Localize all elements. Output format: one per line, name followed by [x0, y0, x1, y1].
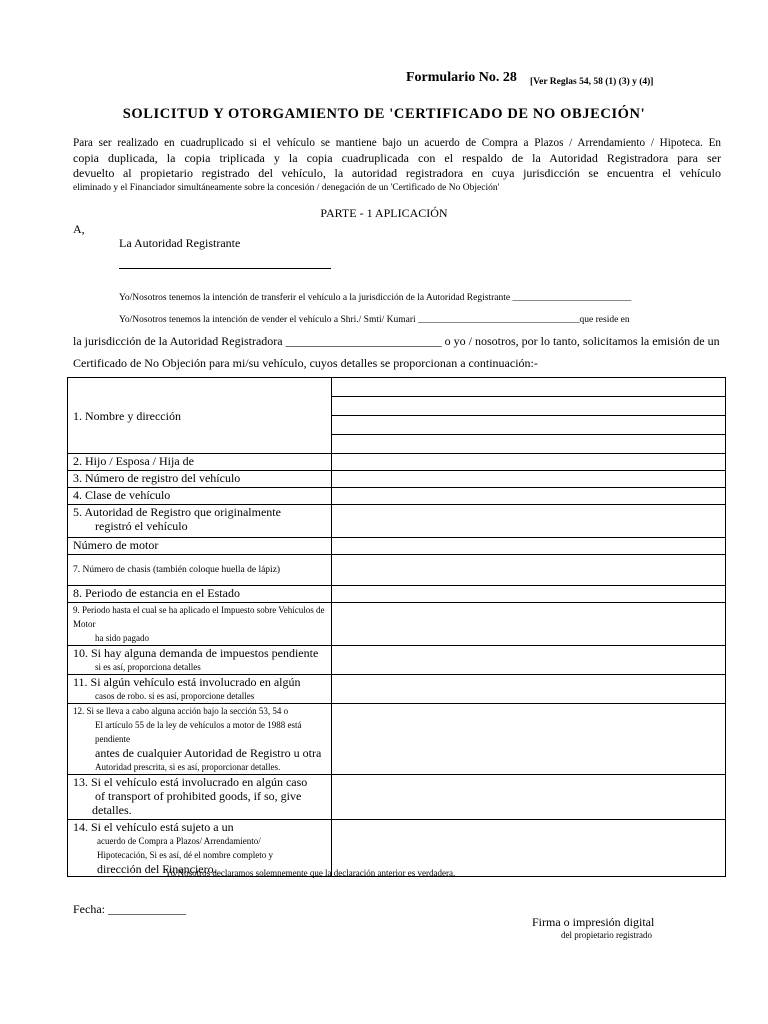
- pending-action-field[interactable]: [332, 704, 726, 775]
- pending-action-line-4: Autoridad prescrita, si es así, proporcionar detalles.: [95, 762, 281, 772]
- row-label-registration: 3. Número de registro del vehículo: [68, 471, 332, 488]
- table-row: [68, 603, 726, 646]
- registration-field[interactable]: [332, 471, 726, 488]
- table-row: [68, 704, 726, 775]
- table-row: [68, 586, 726, 603]
- intro-line-4: eliminado y el Financiador simultáneamente sobre la concesión / denegación de un 'Certificado de No Objeción': [73, 183, 500, 193]
- row-label-chassis: 7. Número de chasis (también coloque huella de lápiz): [68, 555, 332, 586]
- addressee: A,: [73, 222, 85, 236]
- pending-action-line-3: antes de cualquier Autoridad de Registro u otra: [95, 746, 322, 760]
- tax-demand-field[interactable]: [332, 646, 726, 675]
- financier-line-3: Hipotecación, Si es así, dé el nombre completo y: [97, 850, 273, 860]
- table-row: [68, 454, 726, 471]
- intro-line-2: copia duplicada, la copia triplicada y la copia cuadruplicada con el respaldo de la Autoridad Registradora para ser: [73, 151, 721, 165]
- sell-statement: Yo/Nosotros tenemos la intención de vender el vehículo a Shri./ Smti/ Kumari __________________________________que reside en: [119, 315, 630, 325]
- financier-line-4: dirección del Financiero.: [97, 862, 217, 876]
- row-label-pending-action: [68, 704, 332, 775]
- tax-period-line-2: ha sido pagado: [95, 633, 149, 643]
- tax-period-line-1: 9. Periodo hasta el cual se ha aplicado el Impuesto sobre Vehículos de Motor: [73, 605, 325, 629]
- row-label-registering-authority: [68, 505, 332, 538]
- vehicle-details-table: [67, 377, 726, 877]
- form-number: Formulario No. 28: [406, 70, 517, 85]
- row-label-name-address: 1. Nombre y dirección: [68, 378, 332, 454]
- address-line[interactable]: [332, 397, 725, 416]
- pending-action-line-1: 12. Si se lleva a cabo alguna acción bajo la sección 53, 54 o: [73, 706, 289, 716]
- theft-field[interactable]: [332, 675, 726, 704]
- part-heading: PARTE - 1 APLICACIÓN: [320, 206, 448, 220]
- table-row: [68, 555, 726, 586]
- form-title: SOLICITUD Y OTORGAMIENTO DE 'CERTIFICADO DE NO OBJECIÓN': [122, 106, 646, 122]
- prohibited-goods-line-1: 13. Si el vehículo está involucrado en algún caso: [73, 775, 308, 789]
- engine-field[interactable]: [332, 538, 726, 555]
- prohibited-goods-line-2: of transport of prohibited goods, if so, give: [95, 789, 302, 803]
- rules-reference: [Ver Reglas 54, 58 (1) (3) y (4)]: [530, 77, 654, 87]
- address-line[interactable]: [332, 435, 725, 454]
- registering-authority-field[interactable]: [332, 505, 726, 538]
- row-label-engine: Número de motor: [68, 538, 332, 555]
- table-row: [68, 675, 726, 704]
- owner-label: del propietario registrado: [561, 930, 652, 940]
- table-row: [68, 646, 726, 675]
- intro-line-3: devuelto al propietario registrado del vehículo, la autoridad registradora en cuya jurisdicción se encuentra el vehículo: [73, 166, 721, 180]
- stay-period-field[interactable]: [332, 586, 726, 603]
- intro-line-1: Para ser realizado en cuadruplicado si el vehículo se mantiene bajo un acuerdo de Compra a Plazos / Arrendamiento / Hipoteca. En: [73, 137, 721, 149]
- signature-label: Firma o impresión digital: [532, 915, 655, 929]
- table-row: [68, 775, 726, 820]
- class-field[interactable]: [332, 488, 726, 505]
- prohibited-goods-field[interactable]: [332, 775, 726, 820]
- table-row: [68, 538, 726, 555]
- theft-line-2: casos de robo. si es así, proporcione detalles: [95, 691, 255, 701]
- name-address-lines: [332, 378, 725, 453]
- table-row: [68, 378, 726, 454]
- tax-period-field[interactable]: [332, 603, 726, 646]
- address-line[interactable]: [332, 416, 725, 435]
- row-label-tax-period: [68, 603, 332, 646]
- row-label-parent: 2. Hijo / Esposa / Hija de: [68, 454, 332, 471]
- table-row: [68, 471, 726, 488]
- authority-label: La Autoridad Registrante: [119, 236, 241, 250]
- address-line[interactable]: [332, 378, 725, 397]
- row-label-class: 4. Clase de vehículo: [68, 488, 332, 505]
- row-label-prohibited-goods: [68, 775, 332, 820]
- jurisdiction-statement: la jurisdicción de la Autoridad Registradora __________________________ o yo / nosotros, por lo tanto, solicitamos la emisión de un: [73, 334, 720, 348]
- parent-field[interactable]: [332, 454, 726, 471]
- row-label-tax-demand: [68, 646, 332, 675]
- row-label-theft: [68, 675, 332, 704]
- chassis-field[interactable]: [332, 555, 726, 586]
- authority-blank-line[interactable]: [119, 268, 331, 269]
- declaration-text: Yo/Nosotros declaramos solemnemente que la declaración anterior es verdadera.: [165, 868, 456, 878]
- name-address-field[interactable]: [332, 378, 726, 454]
- pending-action-line-2: El artículo 55 de la ley de vehículos a motor de 1988 está pendiente: [95, 720, 302, 744]
- financier-line-1: 14. Si el vehículo está sujeto a un: [73, 820, 234, 834]
- table-row: [68, 488, 726, 505]
- date-field[interactable]: Fecha: _____________: [73, 902, 186, 916]
- theft-line-1: 11. Si algún vehículo está involucrado en algún: [73, 675, 301, 689]
- tax-demand-line-2: si es así, proporciona detalles: [95, 662, 201, 672]
- financier-line-2: acuerdo de Compra a Plazos/ Arrendamiento/: [97, 836, 261, 846]
- intro-paragraph: [73, 136, 721, 196]
- transfer-statement: Yo/Nosotros tenemos la intención de transferir el vehículo a la jurisdicción de la Autoridad Registrante _________________________: [119, 293, 632, 303]
- prohibited-goods-line-3: detalles.: [92, 803, 132, 817]
- registering-authority-line-2: registró el vehículo: [95, 519, 188, 533]
- certificate-statement: Certificado de No Objeción para mi/su vehículo, cuyos detalles se proporcionan a continuación:-: [73, 356, 538, 370]
- row-label-stay-period: 8. Periodo de estancia en el Estado: [68, 586, 332, 603]
- table-row: [68, 505, 726, 538]
- tax-demand-line-1: 10. Si hay alguna demanda de impuestos pendiente: [73, 646, 319, 660]
- registering-authority-line-1: 5. Autoridad de Registro que originalmente: [73, 505, 281, 519]
